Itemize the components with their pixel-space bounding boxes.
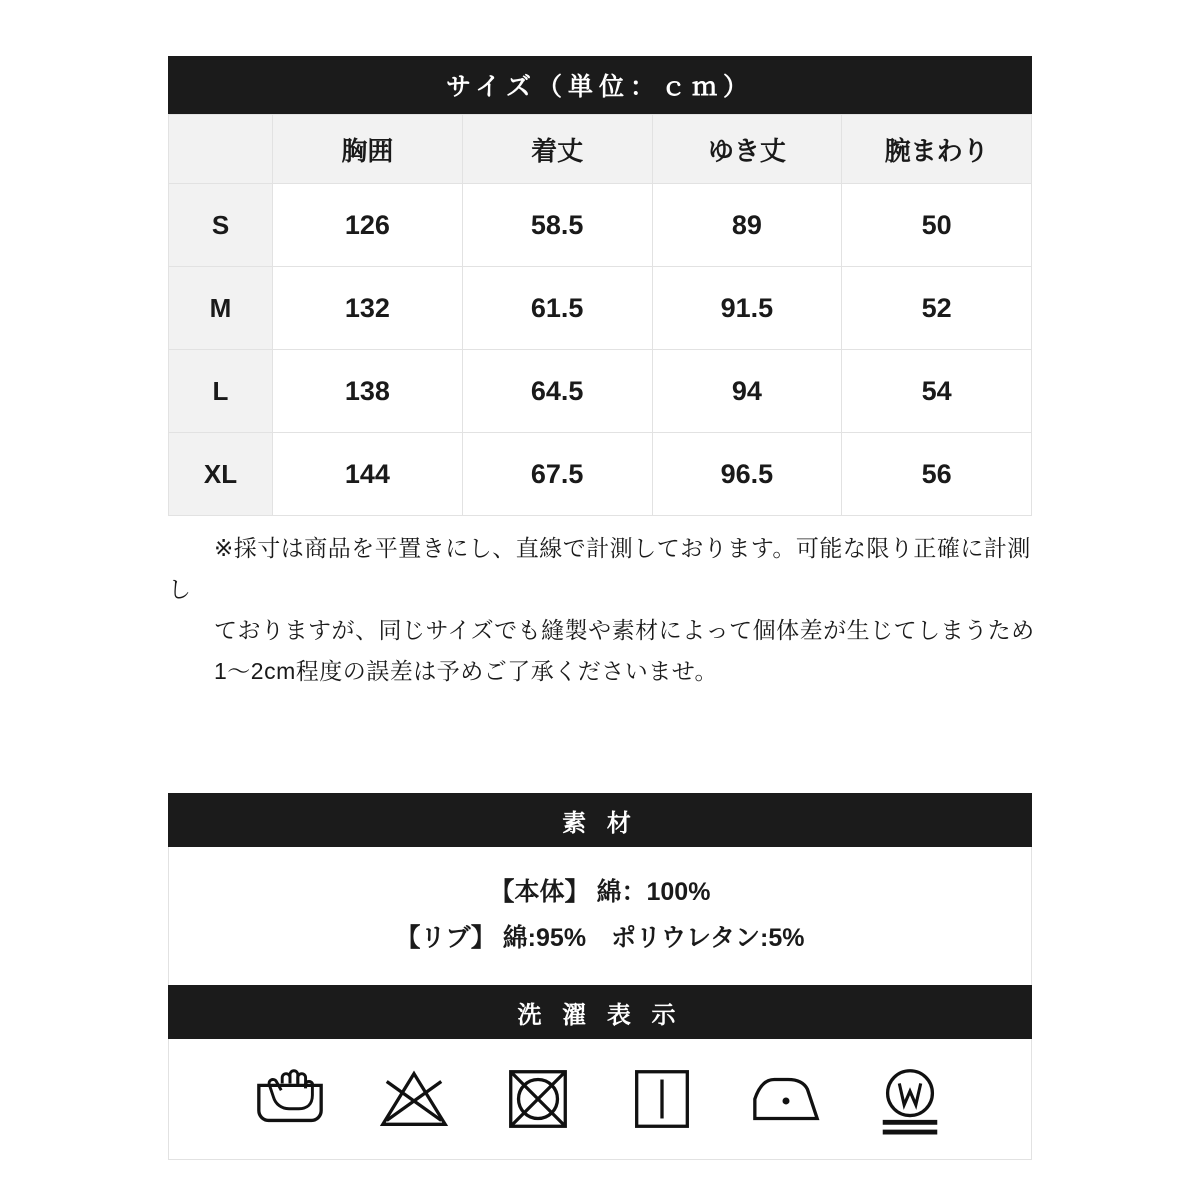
column-header-sleeve-length: ゆき丈 — [652, 115, 842, 184]
row-label-l: L — [169, 350, 273, 433]
iron-low-icon — [747, 1062, 825, 1136]
note-line-1: ※採寸は商品を平置きにし、直線で計測しております。可能な限り正確に計測し — [168, 535, 1031, 602]
material-section — [168, 793, 1032, 989]
table-row — [169, 184, 1032, 267]
measurement-note — [168, 528, 1038, 692]
cell-l-length: 64.5 — [462, 350, 652, 433]
cell-xl-length: 67.5 — [462, 433, 652, 516]
cell-xl-arm: 56 — [842, 433, 1032, 516]
row-label-m: M — [169, 267, 273, 350]
cell-xl-sleeve: 96.5 — [652, 433, 842, 516]
note-line-2: ておりますが、同じサイズでも縫製や素材によって個体差が生じてしまうため — [214, 616, 1035, 643]
table-header-row — [169, 115, 1032, 184]
cell-s-sleeve: 89 — [652, 184, 842, 267]
row-label-s: S — [169, 184, 273, 267]
cell-m-bust: 132 — [273, 267, 463, 350]
no-bleach-icon — [375, 1062, 453, 1136]
cell-xl-bust: 144 — [273, 433, 463, 516]
wash-care-icon-row — [168, 1039, 1032, 1160]
dry-clean-wet-icon — [871, 1062, 949, 1136]
wash-care-section-title: 洗 濯 表 示 — [168, 985, 1032, 1039]
material-section-title: 素 材 — [168, 793, 1032, 847]
material-line-body: 【本体】 綿：100% — [489, 878, 711, 906]
size-section-title: サイズ（単位：ｃｍ） — [168, 56, 1032, 114]
no-tumble-dry-icon — [499, 1062, 577, 1136]
wash-care-section — [168, 985, 1032, 1160]
cell-m-length: 61.5 — [462, 267, 652, 350]
cell-s-arm: 50 — [842, 184, 1032, 267]
size-section — [168, 56, 1032, 516]
drip-dry-hanging-icon — [623, 1062, 701, 1136]
table-row — [169, 350, 1032, 433]
table-corner-cell — [169, 115, 273, 184]
cell-s-bust: 126 — [273, 184, 463, 267]
cell-l-sleeve: 94 — [652, 350, 842, 433]
column-header-arm-circumference: 腕まわり — [842, 115, 1032, 184]
cell-s-length: 58.5 — [462, 184, 652, 267]
column-header-bust: 胸囲 — [273, 115, 463, 184]
material-section-body — [168, 847, 1032, 989]
size-table — [168, 114, 1032, 516]
cell-l-bust: 138 — [273, 350, 463, 433]
cell-m-arm: 52 — [842, 267, 1032, 350]
row-label-xl: XL — [169, 433, 273, 516]
note-line-3: 1〜2cm程度の誤差は予めご了承くださいませ。 — [214, 657, 719, 684]
material-line-rib: 【リブ】 綿:95% ポリウレタン:5% — [395, 924, 805, 953]
hand-wash-icon — [251, 1062, 329, 1136]
cell-m-sleeve: 91.5 — [652, 267, 842, 350]
cell-l-arm: 54 — [842, 350, 1032, 433]
table-row — [169, 267, 1032, 350]
column-header-length: 着丈 — [462, 115, 652, 184]
table-row — [169, 433, 1032, 516]
